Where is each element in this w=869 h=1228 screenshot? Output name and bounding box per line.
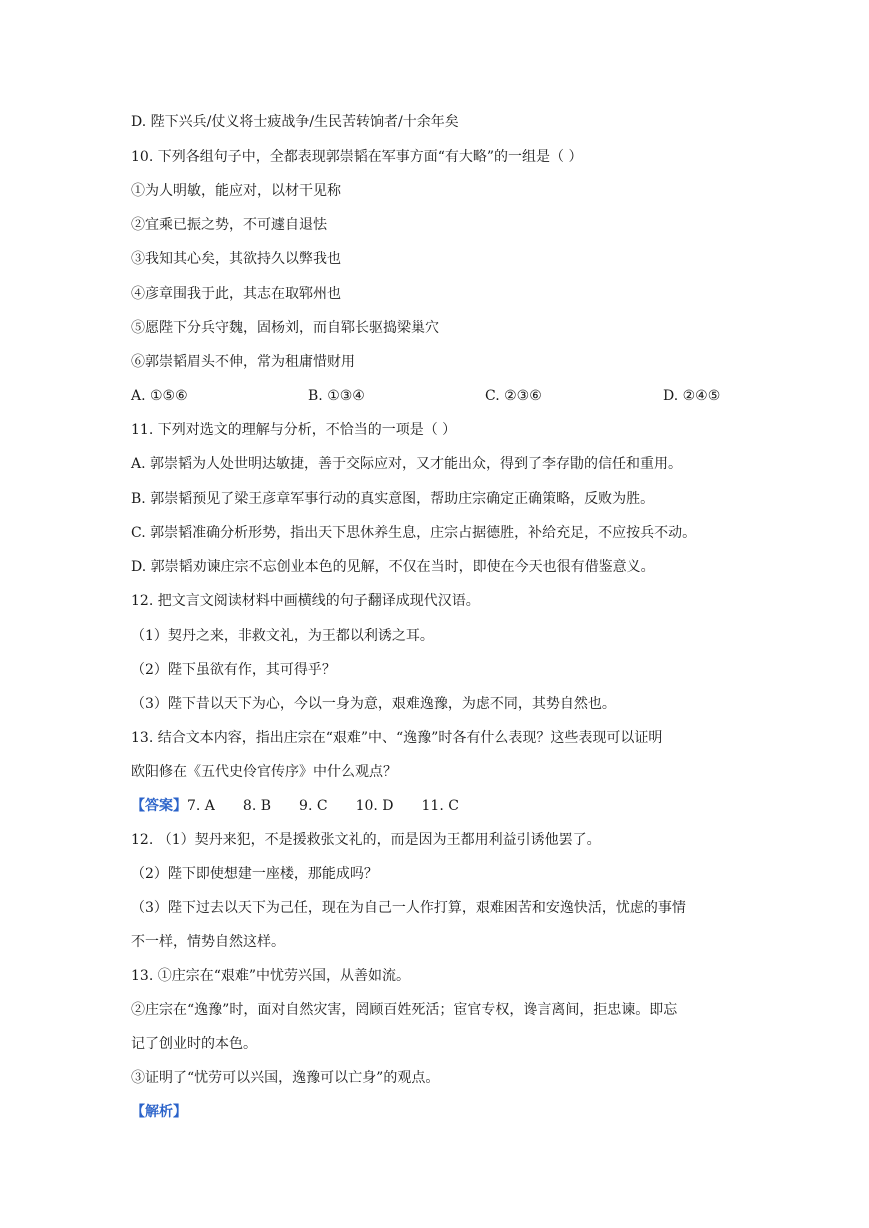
- q11-option-d: D. 郭崇韬劝谏庄宗不忘创业本色的见解，不仅在当时，即使在今天也很有借鉴意义。: [131, 559, 655, 575]
- q10-sentence-4: ④彦章围我于此，其志在取郓州也: [131, 286, 341, 302]
- q10-sentence-6: ⑥郭崇韬眉头不伸，常为租庸惜财用: [131, 354, 355, 370]
- analysis-tag: 【解析】: [131, 1104, 187, 1120]
- answer-item: 11. C: [421, 798, 459, 814]
- q10-option-a: A. ①⑤⑥: [131, 388, 188, 404]
- q10-option-c: C. ②③⑥: [485, 388, 542, 404]
- q10-option-d: D. ②④⑤: [663, 388, 721, 404]
- answer-12-line-4: 不一样，情势自然这样。: [131, 934, 285, 950]
- answer-item: 9. C: [299, 798, 328, 814]
- answer-13-line-2: ②庄宗在“逸豫”时，面对自然灾害，罔顾百姓死活；宦官专权，谗言离间，拒忠谏。即忘: [131, 1002, 678, 1018]
- answer-row: [131, 796, 487, 816]
- q11-option-b: B. 郭崇韬预见了梁王彦章军事行动的真实意图，帮助庄宗确定正确策略，反败为胜。: [131, 491, 655, 507]
- answer-13-line-4: ③证明了“忧劳可以兴国，逸豫可以亡身”的观点。: [131, 1070, 440, 1086]
- q10-sentence-5: ⑤愿陛下分兵守魏，固杨刘，而自郓长驱捣梁巢穴: [131, 320, 439, 336]
- q10-option-b: B. ①③④: [308, 388, 365, 404]
- q12-sentence-2: （2）陛下虽欲有作，其可得乎？: [131, 662, 336, 678]
- q10-stem: 10. 下列各组句子中，全都表现郭崇韬在军事方面“有大略”的一组是（ ）: [131, 149, 583, 165]
- q9-option-d: D. 陛下兴兵/仗义将士疲战争/生民苦转饷者/十余年矣: [131, 114, 459, 130]
- answer-12-line-2: （2）陛下即使想建一座楼，那能成吗？: [131, 866, 378, 882]
- answer-item: 8. B: [242, 798, 272, 814]
- q11-stem: 11. 下列对选文的理解与分析，不恰当的一项是（ ）: [131, 422, 457, 438]
- answer-item: 7. A: [187, 798, 215, 814]
- q13-stem-line-2: 欧阳修在《五代史伶官传序》中什么观点？: [131, 764, 397, 780]
- q10-sentence-3: ③我知其心矣，其欲持久以弊我也: [131, 251, 341, 267]
- q13-stem-line-1: 13. 结合文本内容，指出庄宗在“艰难”中、“逸豫”时各有什么表现？这些表现可以证明: [131, 730, 663, 746]
- answer-12-line-1: 12. （1）契丹来犯，不是援救张文礼的，而是因为王都用利益引诱他罢了。: [131, 832, 601, 848]
- q12-sentence-1: （1）契丹之来，非救文礼，为王都以利诱之耳。: [131, 628, 434, 644]
- q12-stem: 12. 把文言文阅读材料中画横线的句子翻译成现代汉语。: [131, 593, 480, 609]
- q11-option-a: A. 郭崇韬为人处世明达敏捷，善于交际应对，又才能出众，得到了李存勖的信任和重用。: [131, 456, 683, 472]
- answer-13-line-1: 13. ①庄宗在“艰难”中忧劳兴国，从善如流。: [131, 968, 411, 984]
- q10-sentence-1: ①为人明敏，能应对，以材干见称: [131, 183, 341, 199]
- answer-item: 10. D: [355, 798, 394, 814]
- q11-option-c: C. 郭崇韬准确分析形势，指出天下思休养生息，庄宗占据德胜，补给充足，不应按兵不动。: [131, 525, 697, 541]
- answer-12-line-3: （3）陛下过去以天下为己任，现在为自己一人作打算，艰难困苦和安逸快活，忧虑的事情: [131, 900, 686, 916]
- q12-sentence-3: （3）陛下昔以天下为心，今以一身为意，艰难逸豫，为虑不同，其势自然也。: [131, 696, 616, 712]
- answer-13-line-3: 记了创业时的本色。: [131, 1036, 257, 1052]
- answer-tag: 【答案】: [131, 798, 187, 814]
- q10-sentence-2: ②宜乘已振之势，不可遽自退怯: [131, 217, 327, 233]
